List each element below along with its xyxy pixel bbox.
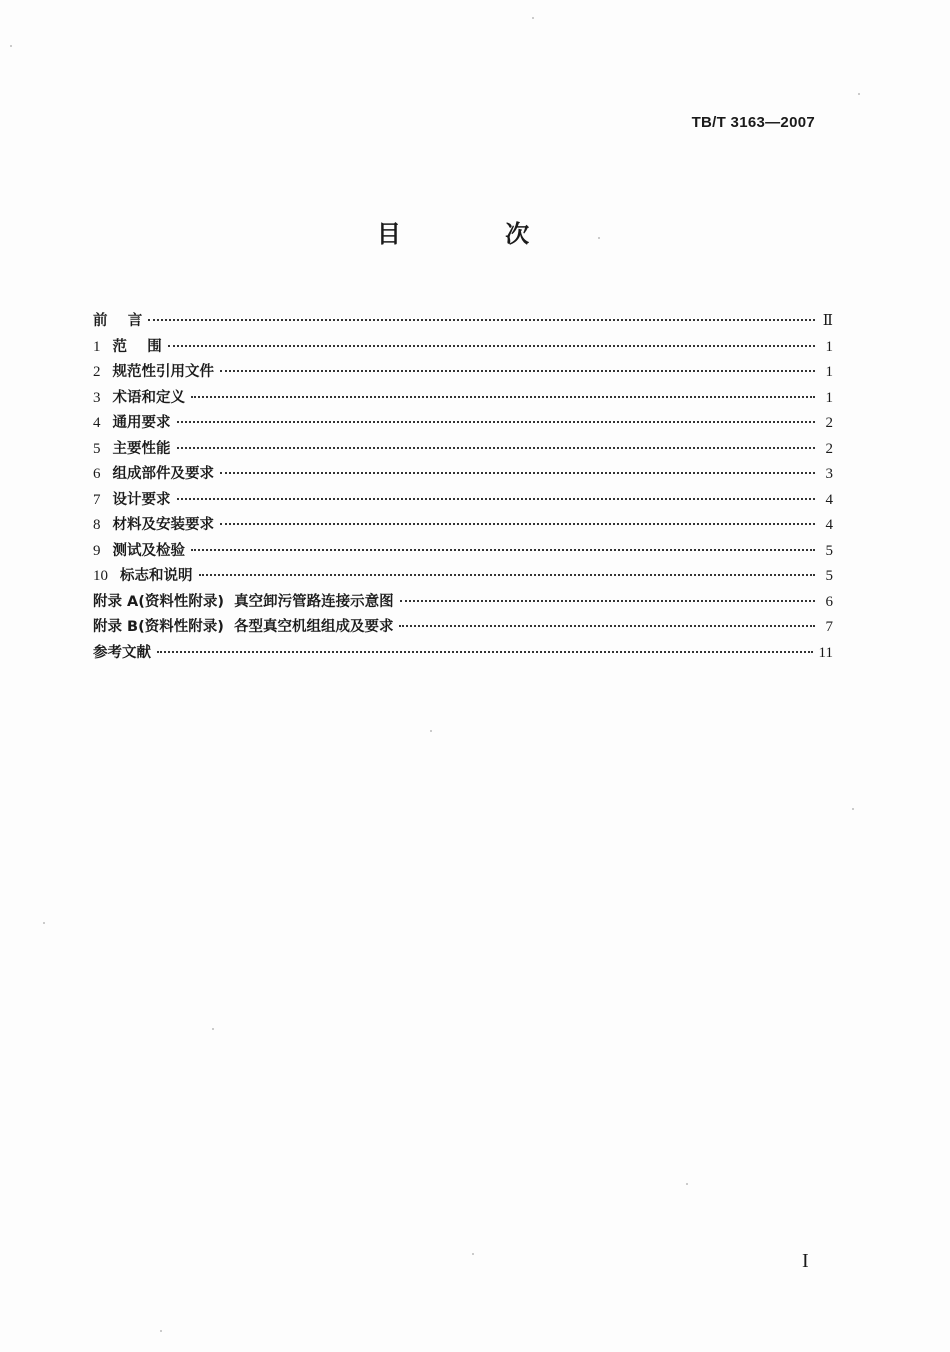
toc-entry-number: 1 bbox=[93, 338, 101, 355]
scan-speck bbox=[686, 1183, 688, 1185]
scan-speck bbox=[212, 1028, 214, 1030]
document-code: TB/T 3163—2007 bbox=[691, 114, 815, 131]
toc-entry-page: 4 bbox=[825, 517, 833, 533]
toc-entry-design-requirements[interactable] bbox=[93, 488, 833, 514]
toc-entry-label: 规范性引用文件 bbox=[112, 364, 214, 380]
toc-entry-page: 4 bbox=[825, 491, 833, 508]
toc-entry-page: 1 bbox=[825, 338, 833, 355]
toc-entry-page: 2 bbox=[825, 440, 833, 457]
toc-leader-dots bbox=[220, 523, 815, 525]
toc-entry-page: 3 bbox=[825, 466, 833, 482]
toc-entry-label: 组成部件及要求 bbox=[112, 466, 214, 482]
toc-leader-dots bbox=[168, 345, 815, 347]
toc-entry-page: 1 bbox=[825, 389, 833, 406]
toc-leader-dots bbox=[157, 651, 813, 653]
toc-leader-dots bbox=[148, 319, 815, 321]
scan-speck bbox=[532, 17, 534, 19]
toc-entry-page: 2 bbox=[825, 415, 833, 431]
toc-entry-label: 附录 A(资料性附录) 真空卸污管路连接示意图 bbox=[93, 593, 394, 610]
toc-entry-number: 3 bbox=[93, 389, 101, 406]
toc-leader-dots bbox=[399, 625, 815, 627]
scan-speck bbox=[160, 1330, 162, 1332]
toc-entry-page: 11 bbox=[818, 644, 833, 661]
toc-leader-dots bbox=[191, 549, 815, 551]
toc-entry-number: 8 bbox=[93, 517, 101, 533]
scan-speck bbox=[43, 922, 45, 924]
toc-entry-number: 10 bbox=[93, 568, 108, 584]
toc-entry-marking-instructions[interactable] bbox=[93, 564, 833, 590]
toc-entry-page: 6 bbox=[825, 593, 833, 610]
toc-entry-general-requirements[interactable] bbox=[93, 411, 833, 437]
toc-entry-label: 参考文献 bbox=[93, 644, 151, 661]
toc-entry-page: 7 bbox=[825, 619, 833, 635]
toc-entry-label: 术语和定义 bbox=[112, 389, 185, 406]
scan-speck bbox=[858, 93, 860, 95]
toc-entry-page: 5 bbox=[825, 542, 833, 559]
page-title: 目 次 bbox=[376, 220, 578, 248]
toc-entry-foreword[interactable] bbox=[93, 309, 833, 335]
toc-entry-label: 通用要求 bbox=[112, 415, 171, 431]
toc-leader-dots bbox=[220, 370, 815, 372]
toc-entry-terms-definitions[interactable] bbox=[93, 386, 833, 412]
toc-leader-dots bbox=[199, 574, 816, 576]
toc-entry-testing-inspection[interactable] bbox=[93, 539, 833, 565]
toc-entry-appendix-b[interactable] bbox=[93, 615, 833, 641]
scan-speck bbox=[598, 237, 600, 239]
toc-leader-dots bbox=[191, 396, 815, 398]
toc-entry-label: 测试及检验 bbox=[112, 542, 185, 559]
toc-leader-dots bbox=[177, 498, 816, 500]
toc-entry-bibliography[interactable] bbox=[93, 641, 833, 667]
toc-leader-dots bbox=[177, 421, 816, 423]
toc-entry-page: Ⅱ bbox=[822, 313, 833, 329]
toc-leader-dots bbox=[220, 472, 815, 474]
toc-entry-number: 9 bbox=[93, 542, 101, 559]
toc-entry-label: 主要性能 bbox=[112, 440, 171, 457]
page-number: I bbox=[802, 1250, 809, 1272]
toc-entry-scope[interactable] bbox=[93, 335, 833, 361]
toc-entry-label: 前 言 bbox=[93, 313, 143, 329]
table-of-contents bbox=[93, 309, 833, 666]
toc-entry-page: 1 bbox=[825, 364, 833, 380]
toc-entry-number: 4 bbox=[93, 415, 101, 431]
toc-entry-number: 5 bbox=[93, 440, 101, 457]
toc-leader-dots bbox=[177, 447, 816, 449]
toc-entry-number: 2 bbox=[93, 364, 101, 380]
toc-entry-label: 标志和说明 bbox=[120, 568, 193, 584]
scan-speck bbox=[472, 1253, 474, 1255]
toc-leader-dots bbox=[400, 600, 815, 602]
toc-entry-label: 范 围 bbox=[112, 338, 162, 355]
toc-entry-materials-installation[interactable] bbox=[93, 513, 833, 539]
toc-entry-page: 5 bbox=[825, 568, 833, 584]
toc-entry-label: 材料及安装要求 bbox=[112, 517, 214, 533]
toc-entry-label: 设计要求 bbox=[112, 491, 171, 508]
toc-entry-normative-references[interactable] bbox=[93, 360, 833, 386]
toc-entry-number: 7 bbox=[93, 491, 101, 508]
toc-entry-components[interactable] bbox=[93, 462, 833, 488]
toc-entry-label: 附录 B(资料性附录) 各型真空机组组成及要求 bbox=[93, 619, 394, 635]
scan-speck bbox=[430, 730, 432, 732]
toc-entry-main-performance[interactable] bbox=[93, 437, 833, 463]
toc-entry-number: 6 bbox=[93, 466, 101, 482]
scan-speck bbox=[10, 45, 12, 47]
scan-speck bbox=[852, 808, 854, 810]
toc-entry-appendix-a[interactable] bbox=[93, 590, 833, 616]
